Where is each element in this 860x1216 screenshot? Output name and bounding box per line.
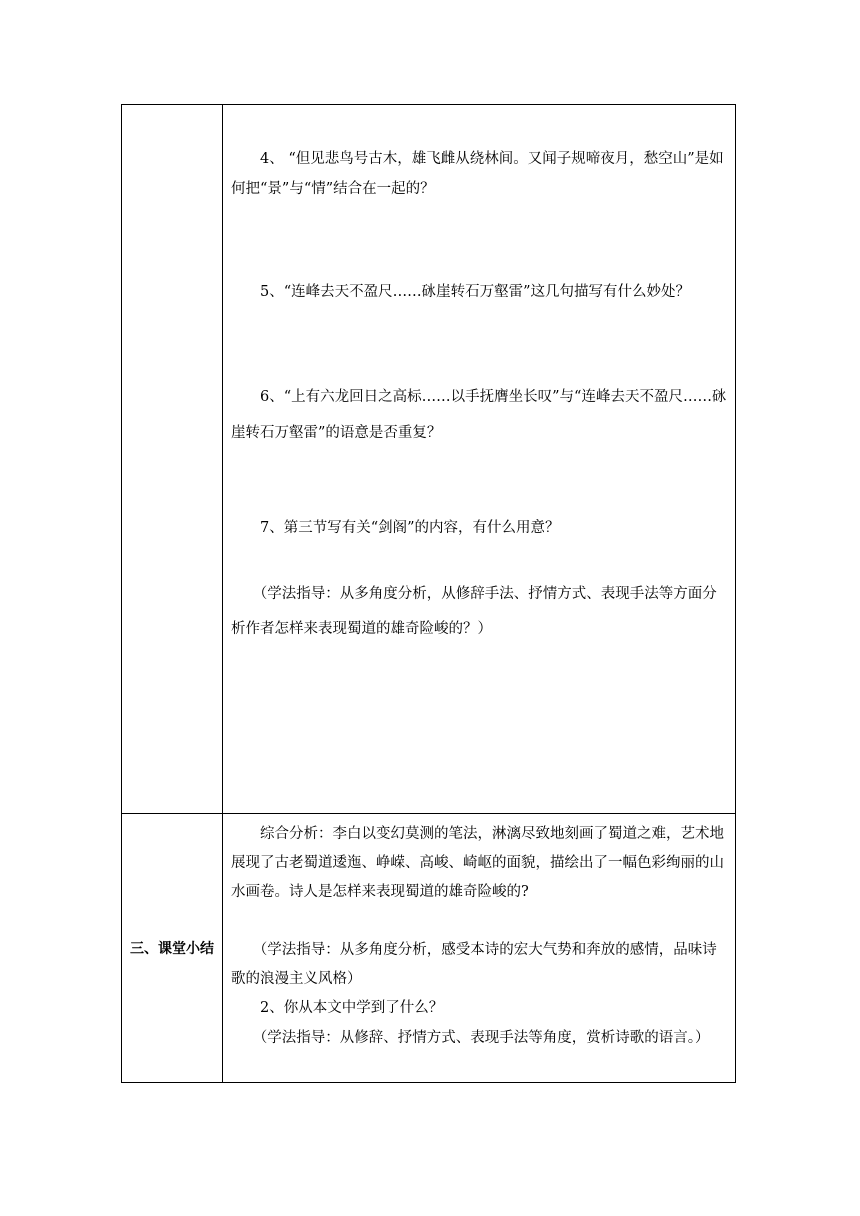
table-row-questions	[122, 105, 736, 814]
summary-cell	[223, 814, 736, 1083]
section-label-summary: 三、课堂小结	[130, 941, 214, 957]
lesson-plan-table	[121, 104, 736, 1083]
question-7: 7、第三节写有关“剑阁”的内容，有什么用意？	[231, 520, 560, 536]
question-5: 5、“连峰去天不盈尺……砯崖转石万壑雷”这几句描写有什么妙处？	[231, 284, 691, 300]
summary-study-guide: （学法指导：从多角度分析，感受本诗的宏大气势和奔放的感情，品味诗歌的浪漫主义风格）	[231, 942, 717, 987]
section-label-cell	[122, 814, 223, 1083]
study-guide-note: （学法指导：从多角度分析，从修辞手法、抒情方式、表现手法等方面分析作者怎样来表现蜀道的雄奇险峻的？）	[231, 586, 717, 637]
question-4: 4、 “但见悲鸟号古木，雄飞雌从绕林间。又闻子规啼夜月，愁空山”是如何把“景”与“情”结合在一起的？	[231, 151, 724, 197]
summary-study-guide-2: （学法指导：从修辞、抒情方式、表现手法等角度，赏析诗歌的语言。）	[231, 1030, 710, 1046]
question-6: 6、“上有六龙回日之高标……以手抚膺坐长叹”与“连峰去天不盈尺……砯崖转石万壑雷”的语意是否重复？	[231, 389, 727, 441]
section-label-cell	[122, 105, 223, 814]
questions-cell	[223, 105, 736, 814]
table-row-summary	[122, 814, 736, 1083]
summary-question-2: 2、你从本文中学到了什么？	[231, 1000, 444, 1016]
summary-analysis: 综合分析：李白以变幻莫测的笔法，淋漓尽致地刻画了蜀道之难，艺术地展现了古老蜀道逶迤、峥嵘、高峻、崎岖的面貌，描绘出了一幅色彩绚丽的山水画卷。诗人是怎样来表现蜀道的雄奇险峻的?	[231, 826, 724, 900]
